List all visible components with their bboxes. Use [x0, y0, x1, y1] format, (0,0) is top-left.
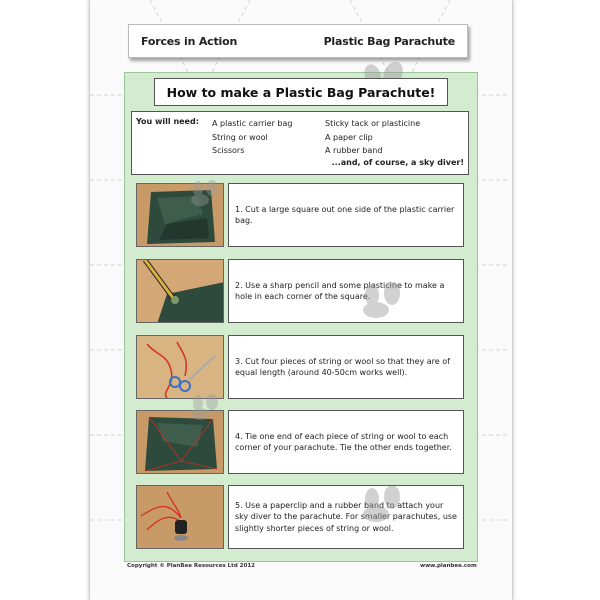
- footer-copyright: Copyright © PlanBee Resources Ltd 2012: [127, 563, 255, 569]
- materials-label: You will need:: [136, 117, 199, 126]
- footer-website: www.planbee.com: [420, 563, 477, 569]
- step-5-text: 5. Use a paperclip and a rubber band to attach your sky diver to the parachute. For smaller parachutes, use slightly shorter pieces of string or wool.: [228, 485, 464, 549]
- sky-diver-photo: [136, 485, 224, 549]
- header-topic: Forces in Action: [141, 34, 238, 48]
- material-item: String or wool: [212, 132, 268, 142]
- materials-column-1: [212, 117, 292, 158]
- step-3: [136, 335, 466, 399]
- page-title: How to make a Plastic Bag Parachute!: [166, 84, 436, 100]
- step-5: [136, 485, 466, 549]
- material-item: Sticky tack or plasticine: [325, 119, 421, 128]
- material-item: A plastic carrier bag: [212, 119, 293, 128]
- step-1-text: 1. Cut a large square out one side of the plastic carrier bag.: [228, 183, 464, 247]
- bee-watermark-icon: [356, 282, 412, 326]
- page-title-box: [154, 78, 448, 106]
- string-scissors-photo: [136, 335, 224, 399]
- materials-column-2: [325, 117, 420, 158]
- step-3-text: 3. Cut four pieces of string or wool so that they are of equal length (around 40-50cm works well).: [228, 335, 464, 399]
- material-item: A rubber band: [325, 146, 383, 155]
- step-2-text: 2. Use a sharp pencil and some plasticine to make a hole in each corner of the square.: [228, 259, 464, 323]
- material-item: Scissors: [212, 146, 245, 155]
- materials-sky-diver-note: ...and, of course, a sky diver!: [331, 158, 464, 167]
- materials-box: [131, 111, 469, 175]
- bee-watermark-icon: [356, 486, 412, 530]
- step-4-text: 4. Tie one end of each piece of string or wool to each corner of your parachute. Tie the other ends together.: [228, 410, 464, 474]
- material-item: A paper clip: [325, 132, 373, 142]
- pencil-hole-photo: [136, 259, 224, 323]
- bee-watermark-icon: [186, 394, 226, 426]
- step-2: [136, 259, 466, 323]
- worksheet-header: [128, 24, 468, 58]
- bee-watermark-icon: [186, 180, 226, 212]
- header-activity: Plastic Bag Parachute: [323, 34, 455, 48]
